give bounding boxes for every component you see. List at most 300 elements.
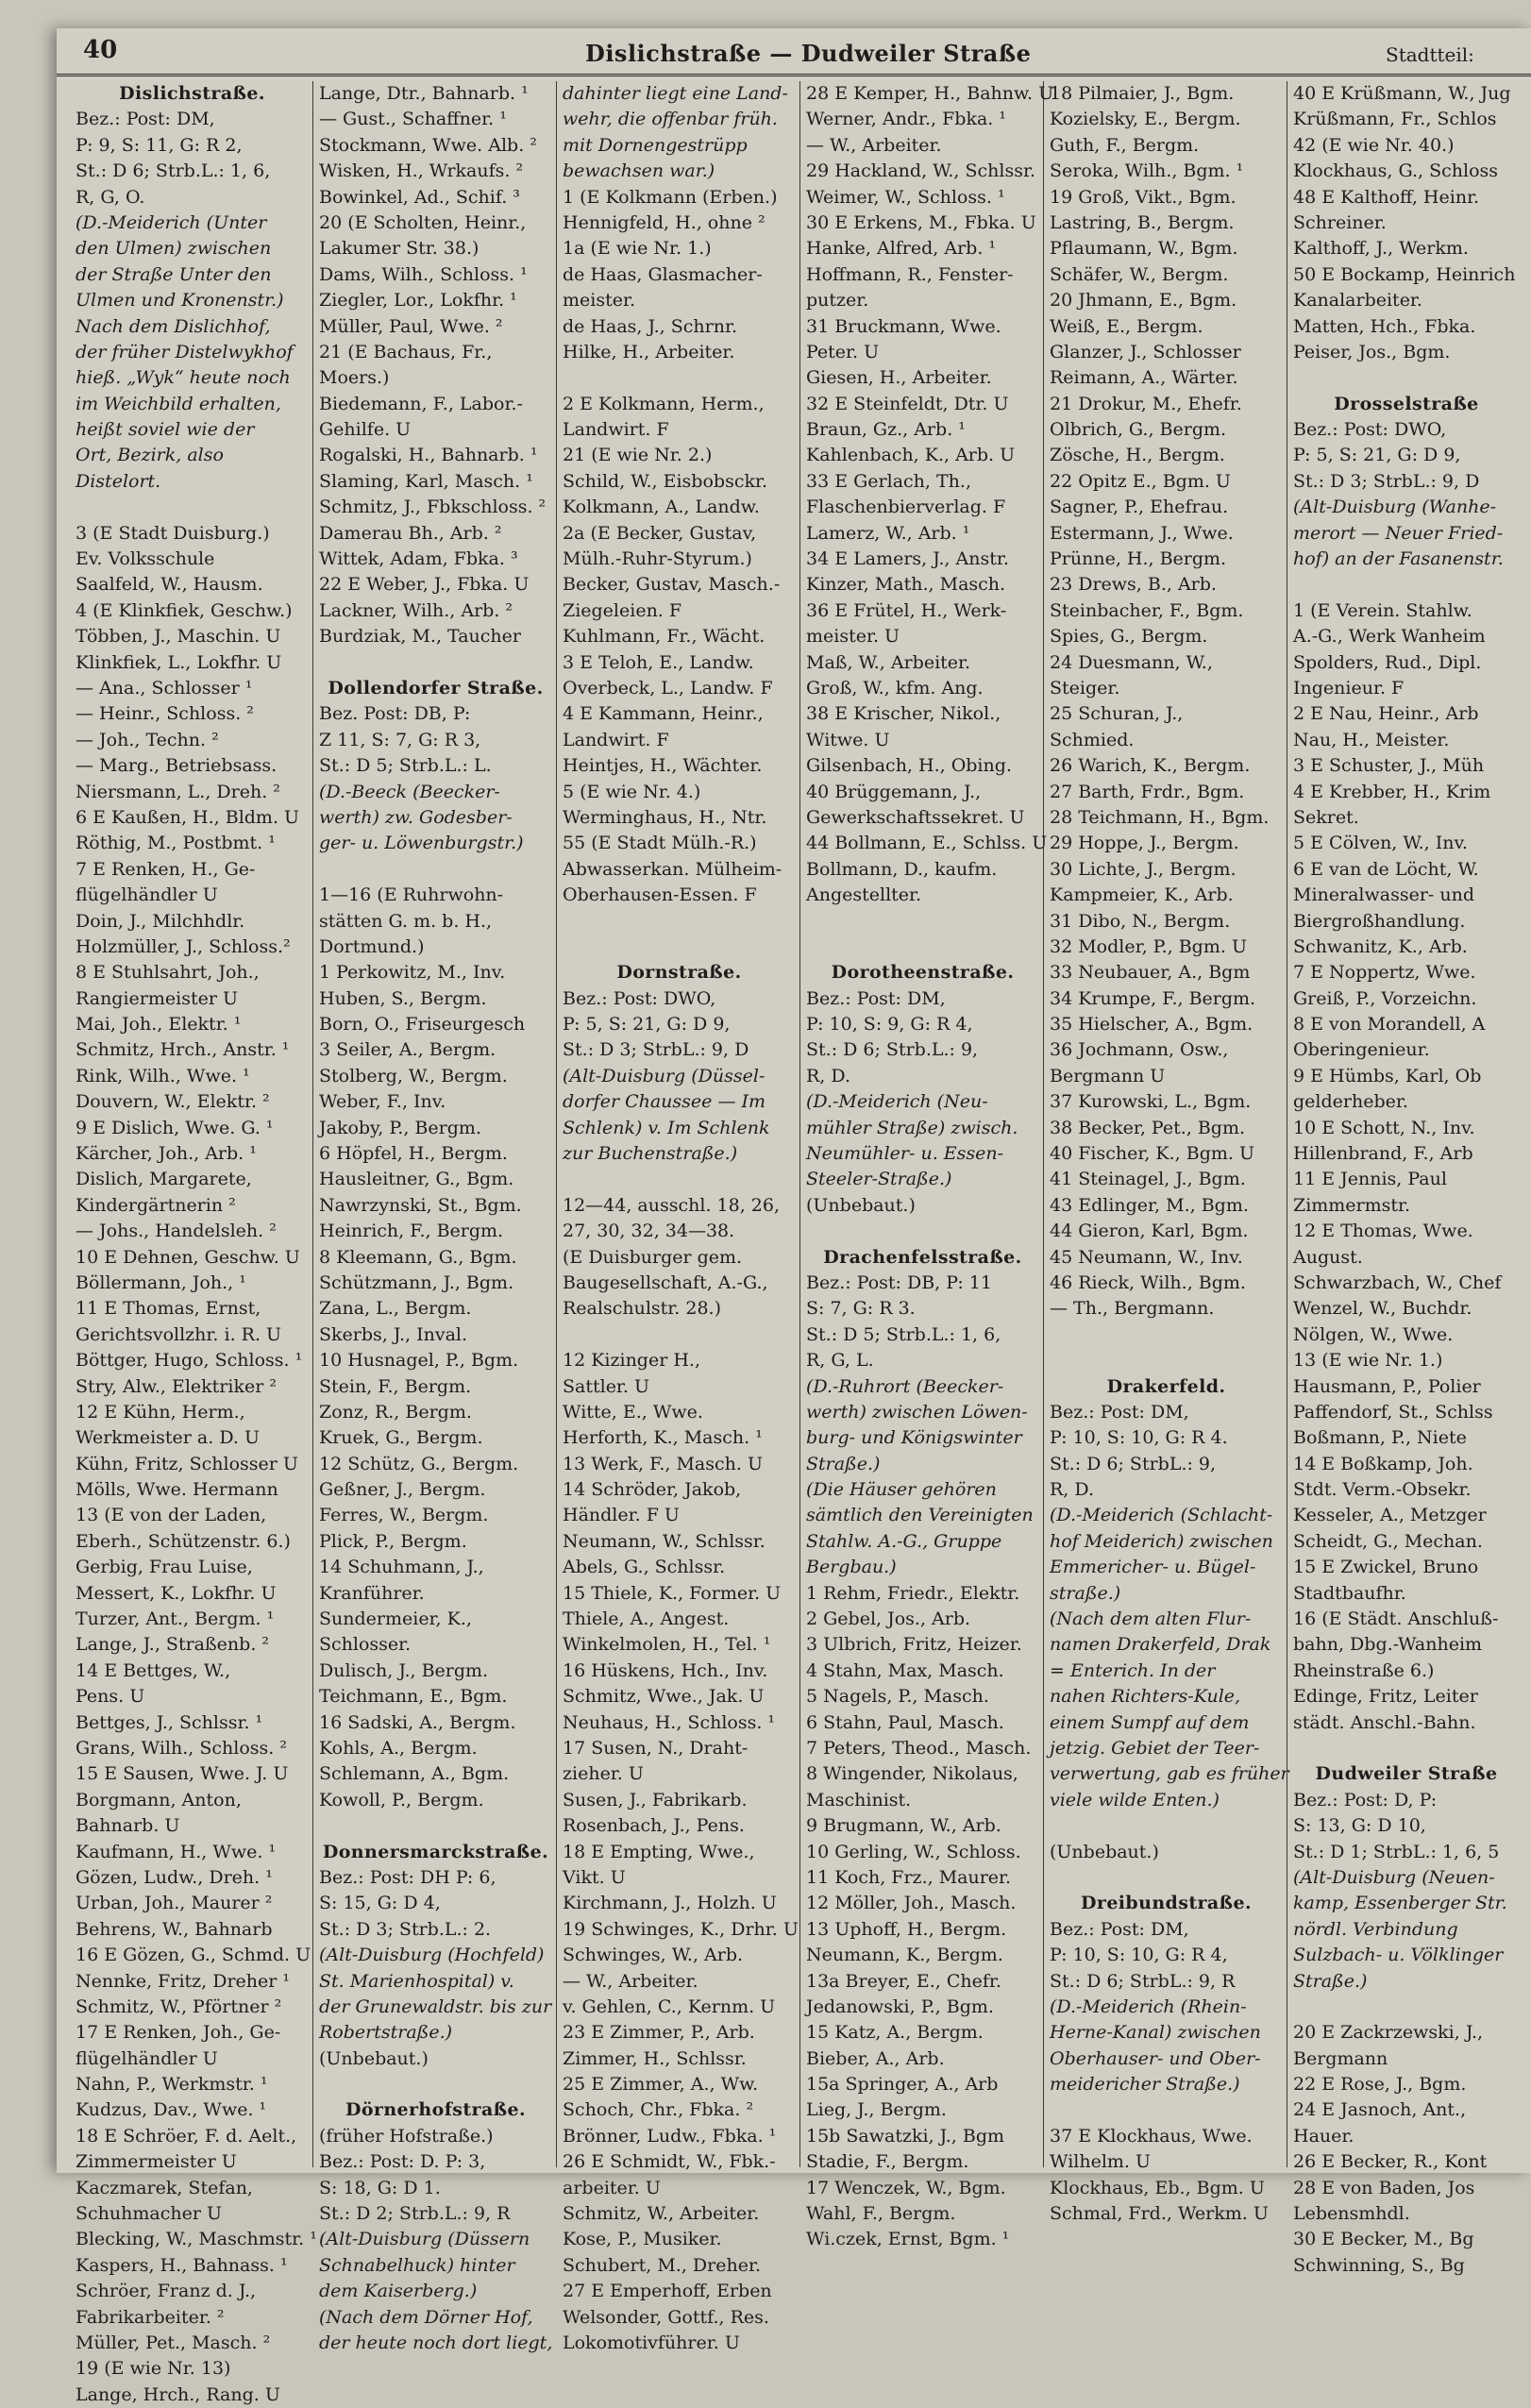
entry-line: Bez.: Post: DM,	[806, 987, 946, 1009]
entry-line: Heinrich, F., Bergm.	[319, 1221, 504, 1242]
entry-line: 11 E Jennis, Paul	[1293, 1169, 1447, 1190]
entry-line: (D.-Ruhrort (Beecker-	[806, 1375, 1004, 1397]
entry-line: straße.)	[1050, 1582, 1121, 1604]
entry-line: städt. Anschl.-Bahn.	[1293, 1711, 1476, 1733]
street-heading: Dörnerhofstraße.	[345, 2099, 527, 2121]
entry-line: St. Marienhospital) v.	[319, 1970, 514, 1992]
spacer	[563, 909, 796, 935]
entry-line: 6 Höpfel, H., Bergm.	[319, 1143, 508, 1165]
entry-line: Stein, F., Bergm.	[319, 1375, 472, 1397]
spacer	[1293, 365, 1520, 391]
entry-line: 33 E Gerlach, Th.,	[806, 470, 971, 492]
entry-line: Kanalarbeiter.	[1293, 290, 1422, 312]
entry-line: Kampmeier, K., Arb.	[1050, 884, 1234, 906]
entry-line: Estermann, J., Wwe.	[1050, 522, 1234, 544]
entry-line: werth) zw. Godesber-	[319, 806, 513, 828]
spacer	[319, 2072, 552, 2097]
entry-line: 28 E Kemper, H., Bahnw. U	[806, 83, 1054, 104]
entry-line: Kinzer, Math., Masch.	[806, 574, 1006, 596]
entry-line: ger- u. Löwenburgstr.)	[319, 833, 524, 854]
entry-line: 38 Becker, Pet., Bgm.	[1050, 1117, 1246, 1138]
entry-line: Eberh., Schützenstr. 6.)	[76, 1530, 291, 1552]
entry-line: gelderheber.	[1293, 1091, 1408, 1113]
entry-line: Burdziak, M., Taucher	[319, 626, 521, 648]
entry-line: Moers.)	[319, 367, 390, 389]
entry-line: Kaspers, H., Bahnass. ¹	[76, 2254, 288, 2276]
entry-line: Dislich, Margarete,	[76, 1169, 252, 1190]
entry-line: Brönner, Ludw., Fbka. ¹	[563, 2125, 777, 2147]
entry-line: bewachsen war.)	[563, 160, 715, 182]
spacer	[1050, 1322, 1283, 1348]
entry-line: 1 Rehm, Friedr., Elektr.	[806, 1582, 1020, 1604]
entry-line: Schuhmacher U	[76, 2203, 222, 2225]
entry-line: Gözen, Ludw., Dreh. ¹	[76, 1866, 273, 1888]
entry-line: 26 E Becker, R., Kont	[1293, 2151, 1488, 2173]
entry-line: Bez.: Post: DWO,	[1293, 419, 1447, 441]
entry-line: (Alt-Duisburg (Neuen-	[1293, 1866, 1495, 1888]
entry-line: (Alt-Duisburg (Wanhe-	[1293, 497, 1497, 518]
entry-line: 4 (E Klinkfiek, Geschw.)	[76, 599, 293, 621]
entry-line: 3 E Schuster, J., Müh	[1293, 755, 1485, 777]
entry-line: (D.-Meiderich (Unter	[76, 211, 267, 233]
entry-line: Neumann, W., Schlssr.	[563, 1530, 766, 1552]
entry-line: 24 E Jasnoch, Ant.,	[1293, 2099, 1467, 2121]
spacer	[1050, 1865, 1283, 1891]
entry-line: 20 (E Scholten, Heinr.,	[319, 211, 527, 233]
entry-line: Landwirt. F	[563, 729, 669, 750]
entry-line: — W., Arbeiter.	[806, 134, 942, 156]
entry-line: 8 Kleemann, G., Bgm.	[319, 1246, 517, 1268]
entry-line: Messert, K., Lokfhr. U	[76, 1582, 277, 1604]
entry-line: 19 Schwinges, K., Drhr. U	[563, 1918, 799, 1940]
entry-line: Nennke, Fritz, Dreher ¹	[76, 1970, 291, 1992]
entry-line: Sattler. U	[563, 1375, 650, 1397]
spacer	[806, 1219, 1039, 1244]
entry-line: 44 Gieron, Karl, Bgm.	[1050, 1221, 1249, 1242]
entry-line: Welsonder, Gottf., Res.	[563, 2306, 769, 2328]
spacer	[563, 1167, 796, 1192]
entry-line: 17 E Renken, Joh., Ge-	[76, 2022, 281, 2044]
entry-line: 17 Wenczek, W., Bgm.	[806, 2177, 1006, 2198]
entry-line: Rink, Wilh., Wwe. ¹	[76, 1065, 250, 1086]
entry-line: Kahlenbach, K., Arb. U	[806, 445, 1016, 466]
entry-line: Mai, Joh., Elektr. ¹	[76, 1014, 242, 1036]
entry-line: Ev. Volksschule	[76, 548, 215, 570]
entry-line: burg- und Königswinter	[806, 1427, 1022, 1449]
entry-line: 27 E Emperhoff, Erben	[563, 2281, 772, 2302]
entry-line: Ferres, W., Bergm.	[319, 1505, 489, 1526]
entry-line: 8 Wingender, Nikolaus,	[806, 1763, 1018, 1785]
entry-line: Schmitz, W., Arbeiter.	[563, 2203, 760, 2225]
entry-line: Krüßmann, Fr., Schlos	[1293, 109, 1497, 130]
entry-line: Oberingenieur.	[1293, 1039, 1430, 1061]
entry-line: der Straße Unter den	[76, 263, 272, 285]
spacer	[563, 365, 796, 391]
entry-line: P: 9, S: 11, G: R 2,	[76, 134, 243, 156]
entry-line: Pens. U	[76, 1686, 145, 1708]
entry-line: Schützmann, J., Bgm.	[319, 1271, 514, 1293]
entry-line: 5 Nagels, P., Masch.	[806, 1686, 989, 1708]
entry-line: Kuhlmann, Fr., Wächt.	[563, 626, 766, 648]
entry-line: St.: D 1; StrbL.: 1, 6, 5	[1293, 1841, 1500, 1862]
entry-line: meister.	[563, 290, 636, 312]
entry-line: 7 Peters, Theod., Masch.	[806, 1738, 1032, 1759]
running-title: Dislichstraße — Dudweiler Straße	[585, 40, 1032, 67]
entry-line: Oberhausen-Essen. F	[563, 884, 757, 906]
spacer	[1293, 1736, 1520, 1761]
entry-line: 18 E Empting, Wwe.,	[563, 1841, 755, 1862]
entry-line: Schmitz, Hrch., Anstr. ¹	[76, 1039, 290, 1061]
entry-line: Braun, Gz., Arb. ¹	[806, 419, 966, 441]
entry-line: 3 Seiler, A., Bergm.	[319, 1039, 496, 1061]
entry-line: Giesen, H., Arbeiter.	[806, 367, 992, 389]
entry-line: 16 Hüskens, Hch., Inv.	[563, 1659, 768, 1681]
spacer	[1050, 1813, 1283, 1839]
entry-line: Paffendorf, St., Schlss	[1293, 1401, 1493, 1423]
entry-line: — Th., Bergmann.	[1050, 1298, 1215, 1320]
entry-line: Bieber, A., Arb.	[806, 2047, 945, 2069]
entry-line: St.: D 3; StrbL.: 9, D	[563, 1039, 749, 1061]
entry-line: 22 E Rose, J., Bgm.	[1293, 2074, 1467, 2096]
entry-line: v. Gehlen, C., Kernm. U	[563, 1995, 776, 2017]
entry-line: 40 E Krüßmann, W., Jug	[1293, 83, 1511, 104]
entry-line: Werkmeister a. D. U	[76, 1427, 260, 1449]
entry-line: Nau, H., Meister.	[1293, 729, 1450, 750]
entry-line: Zimmermeister U	[76, 2151, 237, 2173]
column-2	[313, 81, 557, 2353]
entry-line: 35 Hielscher, A., Bgm.	[1050, 1014, 1253, 1036]
entry-line: Bez.: Post: D. P: 3,	[319, 2151, 486, 2173]
entry-line: Straße.)	[1293, 1970, 1368, 1992]
entry-line: Witte, E., Wwe.	[563, 1401, 703, 1423]
entry-line: 23 E Zimmer, P., Arb.	[563, 2022, 755, 2044]
street-heading: Drosselstraße	[1334, 393, 1479, 414]
spacer	[1293, 572, 1520, 598]
entry-line: Guth, F., Bergm.	[1050, 134, 1200, 156]
entry-line: 12 E Thomas, Wwe.	[1293, 1221, 1473, 1242]
entry-line: Többen, J., Maschin. U	[76, 626, 281, 648]
entry-line: Thiele, A., Angest.	[563, 1608, 730, 1630]
entry-line: im Weichbild erhalten,	[76, 393, 281, 414]
entry-line: Steeler-Straße.)	[806, 1169, 952, 1190]
street-heading: Dorotheenstraße.	[831, 962, 1015, 984]
entry-line: Schwinning, S., Bg	[1293, 2254, 1465, 2276]
spacer	[319, 857, 552, 883]
entry-line: 14 Schuhmann, J.,	[319, 1557, 484, 1578]
entry-line: 10 E Schott, N., Inv.	[1293, 1117, 1475, 1138]
entry-line: Turzer, Ant., Bergm. ¹	[76, 1608, 275, 1630]
entry-line: 14 E Bettges, W.,	[76, 1659, 231, 1681]
district-label: Stadtteil:	[1386, 43, 1474, 66]
entry-line: 5 (E wie Nr. 4.)	[563, 781, 701, 802]
entry-line: Bowinkel, Ad., Schif. ³	[319, 186, 520, 208]
entry-line: Kühn, Fritz, Schlosser U	[76, 1453, 298, 1474]
entry-line: 12 E Kühn, Herm.,	[76, 1401, 245, 1423]
entry-line: Born, O., Friseurgesch	[319, 1014, 526, 1036]
entry-line: mit Dornengestrüpp	[563, 134, 748, 156]
entry-line: Greiß, P., Vorzeichn.	[1293, 987, 1477, 1009]
entry-line: (Alt-Duisburg (Hochfeld)	[319, 1945, 545, 1966]
entry-line: Kesseler, A., Metzger	[1293, 1505, 1487, 1526]
entry-line: Peiser, Jos., Bgm.	[1293, 341, 1451, 362]
entry-line: Stadie, F., Bergm.	[806, 2151, 969, 2173]
entry-line: 13a Breyer, E., Chefr.	[806, 1970, 1001, 1992]
entry-line: 4 E Krebber, H., Krim	[1293, 781, 1491, 802]
entry-line: Kärcher, Joh., Arb. ¹	[76, 1143, 257, 1165]
entry-line: 1—16 (E Ruhrwohn-	[319, 884, 504, 906]
entry-line: Groß, W., kfm. Ang.	[806, 677, 984, 699]
entry-line: Stry, Alw., Elektriker ²	[76, 1375, 277, 1397]
entry-line: (Unbebaut.)	[319, 2047, 429, 2069]
entry-line: Bergmann	[1293, 2047, 1388, 2069]
entry-line: Müller, Paul, Wwe. ²	[319, 315, 503, 337]
entry-line: verwertung, gab es früher	[1050, 1763, 1289, 1785]
entry-line: 36 Jochmann, Osw.,	[1050, 1039, 1229, 1061]
entry-line: Hausmann, P., Polier	[1293, 1375, 1481, 1397]
entry-line: Rosenbach, J., Pens.	[563, 1815, 745, 1837]
entry-line: Lokomotivführer. U	[563, 2332, 740, 2353]
entry-line: Blecking, W., Maschmstr. ¹	[76, 2229, 317, 2250]
entry-line: 25 E Zimmer, A., Ww.	[563, 2074, 759, 2096]
entry-line: Wi.czek, Ernst, Bgm. ¹	[806, 2229, 1010, 2250]
entry-line: Werner, Andr., Fbka. ¹	[806, 109, 1006, 130]
entry-line: Bettges, J., Schlssr. ¹	[76, 1711, 263, 1733]
entry-line: Kindergärtnerin ²	[76, 1194, 236, 1216]
entry-line: Bahnarb. U	[76, 1815, 180, 1837]
street-heading: Dollendorfer Straße.	[328, 677, 544, 699]
entry-line: 50 E Bockamp, Heinrich	[1293, 263, 1516, 285]
spacer	[1050, 1348, 1283, 1373]
entry-line: einem Sumpf auf dem	[1050, 1711, 1250, 1733]
entry-line: August.	[1293, 1246, 1363, 1268]
entry-line: sämtlich den Vereinigten	[806, 1505, 1034, 1526]
entry-line: Werminghaus, H., Ntr.	[563, 806, 767, 828]
entry-line: — Gust., Schaffner. ¹	[319, 109, 507, 130]
entry-line: 1 (E Kolkmann (Erben.)	[563, 186, 778, 208]
entry-line: 4 Stahn, Max, Masch.	[806, 1659, 1004, 1681]
entry-line: Pflaumann, W., Bgm.	[1050, 238, 1238, 260]
entry-line: 3 E Teloh, E., Landw.	[563, 651, 754, 673]
entry-line: Hanke, Alfred, Arb. ¹	[806, 238, 997, 260]
entry-line: Weimer, W., Schloss. ¹	[806, 186, 1005, 208]
entry-line: 43 Edlinger, M., Bgm.	[1050, 1194, 1249, 1216]
entry-line: Damerau Bh., Arb. ²	[319, 522, 502, 544]
entry-line: der heute noch dort liegt,	[319, 2332, 553, 2353]
entry-line: Neumühler- u. Essen-	[806, 1143, 1004, 1165]
entry-line: 36 E Frütel, H., Werk-	[806, 599, 1007, 621]
entry-line: stätten G. m. b. H.,	[319, 910, 493, 932]
entry-line: 37 Kurowski, L., Bgm.	[1050, 1091, 1252, 1113]
entry-line: putzer.	[806, 290, 869, 312]
entry-line: St.: D 3; Strb.L.: 2.	[319, 1918, 492, 1940]
entry-line: Rogalski, H., Bahnarb. ¹	[319, 445, 538, 466]
entry-line: Wenzel, W., Buchdr.	[1293, 1298, 1472, 1320]
entry-line: 11 Koch, Frz., Maurer.	[806, 1866, 1012, 1888]
entry-line: Zimmermstr.	[1293, 1194, 1411, 1216]
entry-line: Bez.: Post: DB, P: 11	[806, 1271, 992, 1293]
entry-line: Schlemann, A., Bgm.	[319, 1763, 510, 1785]
entry-line: wehr, die offenbar früh.	[563, 109, 778, 130]
entry-line: 26 Warich, K., Bergm.	[1050, 755, 1251, 777]
entry-line: 46 Rieck, Wilh., Bgm.	[1050, 1271, 1246, 1293]
entry-line: (D.-Beeck (Beecker-	[319, 781, 500, 802]
entry-line: 9 Brugmann, W., Arb.	[806, 1815, 1001, 1837]
entry-line: Saalfeld, W., Hausm.	[76, 574, 263, 596]
entry-line: zieher. U	[563, 1763, 644, 1785]
entry-line: Schlosser.	[319, 1634, 412, 1656]
entry-line: S: 18, G: D 1.	[319, 2177, 441, 2198]
entry-line: 21 Drokur, M., Ehefr.	[1050, 393, 1242, 414]
entry-line: Biergroßhandlung.	[1293, 910, 1466, 932]
entry-line: Schwanitz, K., Arb.	[1293, 935, 1468, 957]
entry-line: Zonz, R., Bergm.	[319, 1401, 472, 1423]
entry-line: Hoffmann, R., Fenster-	[806, 263, 1014, 285]
entry-line: Gerbig, Frau Luise,	[76, 1557, 253, 1578]
entry-line: (Alt-Duisburg (Düssern	[319, 2229, 530, 2250]
entry-line: 15 Thiele, K., Former. U	[563, 1582, 782, 1604]
spacer	[1293, 1995, 1520, 2020]
entry-line: Lieg, J., Bergm.	[806, 2099, 947, 2121]
entry-line: Neumann, K., Bergm.	[806, 1945, 1003, 1966]
entry-line: St.: D 3; StrbL.: 9, D	[1293, 470, 1480, 492]
entry-line: Glanzer, J., Schlosser	[1050, 341, 1241, 362]
entry-line: Bollmann, D., kaufm.	[806, 858, 998, 880]
entry-line: Abwasserkan. Mülheim-	[563, 858, 782, 880]
entry-line: — Heinr., Schloss. ²	[76, 703, 254, 725]
entry-line: 15 E Sausen, Wwe. J. U	[76, 1763, 289, 1785]
column-4	[800, 81, 1054, 2250]
entry-line: 28 E von Baden, Jos	[1293, 2177, 1475, 2198]
entry-line: Zösche, H., Bergm.	[1050, 445, 1225, 466]
entry-line: (E Duisburger gem.	[563, 1246, 743, 1268]
entry-line: Schreiner.	[1293, 211, 1387, 233]
entry-line: flügelhändler U	[76, 2047, 218, 2069]
entry-line: 27 Barth, Frdr., Bgm.	[1050, 781, 1245, 802]
entry-line: Skerbs, J., Inval.	[319, 1323, 468, 1345]
entry-line: 1 Perkowitz, M., Inv.	[319, 962, 506, 984]
entry-line: A.-G., Werk Wanheim	[1293, 626, 1486, 648]
street-heading: Drakerfeld.	[1106, 1375, 1226, 1397]
entry-line: 13 Uphoff, H., Bergm.	[806, 1918, 1007, 1940]
entry-line: Baugesellschaft, A.-G.,	[563, 1271, 768, 1293]
entry-line: 13 (E von der Laden,	[76, 1505, 267, 1526]
entry-line: Steinbacher, F., Bgm.	[1050, 599, 1244, 621]
entry-line: P: 10, S: 9, G: R 4,	[806, 1014, 973, 1036]
entry-line: St.: D 6; Strb.L.: 1, 6,	[76, 160, 271, 182]
entry-line: Bez.: Post: DWO,	[563, 987, 716, 1009]
entry-line: Schäfer, W., Bergm.	[1050, 263, 1229, 285]
entry-line: 12 Kizinger H.,	[563, 1350, 700, 1372]
entry-line: 13 (E wie Nr. 1.)	[1293, 1350, 1443, 1372]
entry-line: Niersmann, L., Dreh. ²	[76, 781, 280, 802]
entry-line: Prünne, H., Bergm.	[1050, 548, 1227, 570]
entry-line: Straße.)	[806, 1453, 881, 1474]
entry-line: Steiger.	[1050, 677, 1120, 699]
entry-line: Sundermeier, K.,	[319, 1608, 472, 1630]
entry-line: kamp, Essenberger Str.	[1293, 1893, 1507, 1914]
entry-line: Holzmüller, J., Schloss.²	[76, 935, 291, 957]
spacer	[806, 909, 1039, 935]
entry-line: Gerichtsvollzhr. i. R. U	[76, 1323, 282, 1345]
entry-line: St.: D 2; Strb.L.: 9, R	[319, 2203, 511, 2225]
entry-line: Reimann, A., Wärter.	[1050, 367, 1238, 389]
column-5	[1044, 81, 1289, 2225]
entry-line: Lackner, Wilh., Arb. ²	[319, 599, 513, 621]
entry-line: Lebensmhdl.	[1293, 2203, 1410, 2225]
entry-line: 32 Modler, P., Bgm. U	[1050, 935, 1247, 957]
entry-line: Händler. F U	[563, 1505, 680, 1526]
entry-line: Schwarzbach, W., Chef	[1293, 1271, 1502, 1293]
entry-line: 37 E Klockhaus, Wwe.	[1050, 2125, 1253, 2147]
entry-line: Behrens, W., Bahnarb	[76, 1918, 273, 1940]
entry-line: 3 Ulbrich, Fritz, Heizer.	[806, 1634, 1022, 1656]
entry-line: mühler Straße) zwisch.	[806, 1117, 1018, 1138]
entry-line: Nach dem Dislichhof,	[76, 315, 271, 337]
entry-line: Kolkmann, A., Landw.	[563, 497, 760, 518]
entry-line: (D.-Meiderich (Schlacht-	[1050, 1505, 1273, 1526]
entry-line: Susen, J., Fabrikarb.	[563, 1789, 748, 1810]
entry-line: 18 E Schröer, F. d. Aelt.,	[76, 2125, 297, 2147]
entry-line: Böttger, Hugo, Schloss. ¹	[76, 1350, 303, 1372]
entry-line: 7 E Renken, H., Ge-	[76, 858, 256, 880]
entry-line: R, D.	[1050, 1479, 1094, 1501]
entry-line: werth) zwischen Löwen-	[806, 1401, 1028, 1423]
entry-line: 24 Duesmann, W.,	[1050, 651, 1213, 673]
entry-line: hof Meiderich) zwischen	[1050, 1530, 1273, 1552]
entry-line: Kudzus, Dav., Wwe. ¹	[76, 2099, 267, 2121]
entry-line: jetzig. Gebiet der Teer-	[1050, 1738, 1260, 1759]
street-heading: Dudweiler Straße	[1315, 1763, 1498, 1785]
entry-line: Ziegler, Lor., Lokfhr. ¹	[319, 290, 517, 312]
entry-line: Klockhaus, Eb., Bgm. U	[1050, 2177, 1265, 2198]
entry-line: Robertstraße.)	[319, 2022, 453, 2044]
entry-line: Emmericher- u. Bügel-	[1050, 1557, 1256, 1578]
entry-line: (Alt-Duisburg (Düssel-	[563, 1065, 766, 1086]
entry-line: de Haas, J., Schrnr.	[563, 315, 738, 337]
entry-line: St.: D 6; StrbL.: 9, R	[1050, 1970, 1236, 1992]
entry-line: Schubert, M., Dreher.	[563, 2254, 761, 2276]
entry-line: Rangiermeister U	[76, 987, 238, 1009]
entry-line: 34 Krumpe, F., Bergm.	[1050, 987, 1256, 1009]
entry-line: 45 Neumann, W., Inv.	[1050, 1246, 1243, 1268]
entry-line: Bez.: Post: DH P: 6,	[319, 1866, 496, 1888]
entry-line: Schoch, Chr., Fbka. ²	[563, 2099, 754, 2121]
entry-line: Plick, P., Bergm.	[319, 1530, 467, 1552]
entry-line: 1a (E wie Nr. 1.)	[563, 238, 712, 260]
entry-line: (Unbebaut.)	[806, 1194, 916, 1216]
entry-line: den Ulmen) zwischen	[76, 238, 272, 260]
entry-line: Sulzbach- u. Völklinger	[1293, 1945, 1504, 1966]
entry-line: Witwe. U	[806, 729, 890, 750]
entry-line: Neuhaus, H., Schloss. ¹	[563, 1711, 776, 1733]
entry-line: Gewerkschaftssekret. U	[806, 806, 1025, 828]
entry-line: 6 Stahn, Paul, Masch.	[806, 1711, 1004, 1733]
entry-line: S: 7, G: R 3.	[806, 1298, 916, 1320]
entry-line: Nölgen, W., Wwe.	[1293, 1323, 1454, 1345]
entry-line: 15b Sawatzki, J., Bgm	[806, 2125, 1005, 2147]
entry-line: Sekret.	[1293, 806, 1359, 828]
entry-line: 8 E von Morandell, A	[1293, 1014, 1486, 1036]
entry-line: 48 E Kalthoff, Heinr.	[1293, 186, 1480, 208]
entry-line: Jedanowski, P., Bgm.	[806, 1995, 994, 2017]
entry-line: 12 Möller, Joh., Masch.	[806, 1893, 1017, 1914]
entry-line: Spies, G., Bergm.	[1050, 626, 1208, 648]
entry-line: St.: D 5; Strb.L.: 1, 6,	[806, 1323, 1001, 1345]
street-heading: Dreibundstraße.	[1081, 1893, 1252, 1914]
entry-line: Müller, Pet., Masch. ²	[76, 2332, 271, 2353]
spacer	[1050, 2097, 1283, 2123]
entry-line: Boßmann, P., Niete	[1293, 1427, 1467, 1449]
